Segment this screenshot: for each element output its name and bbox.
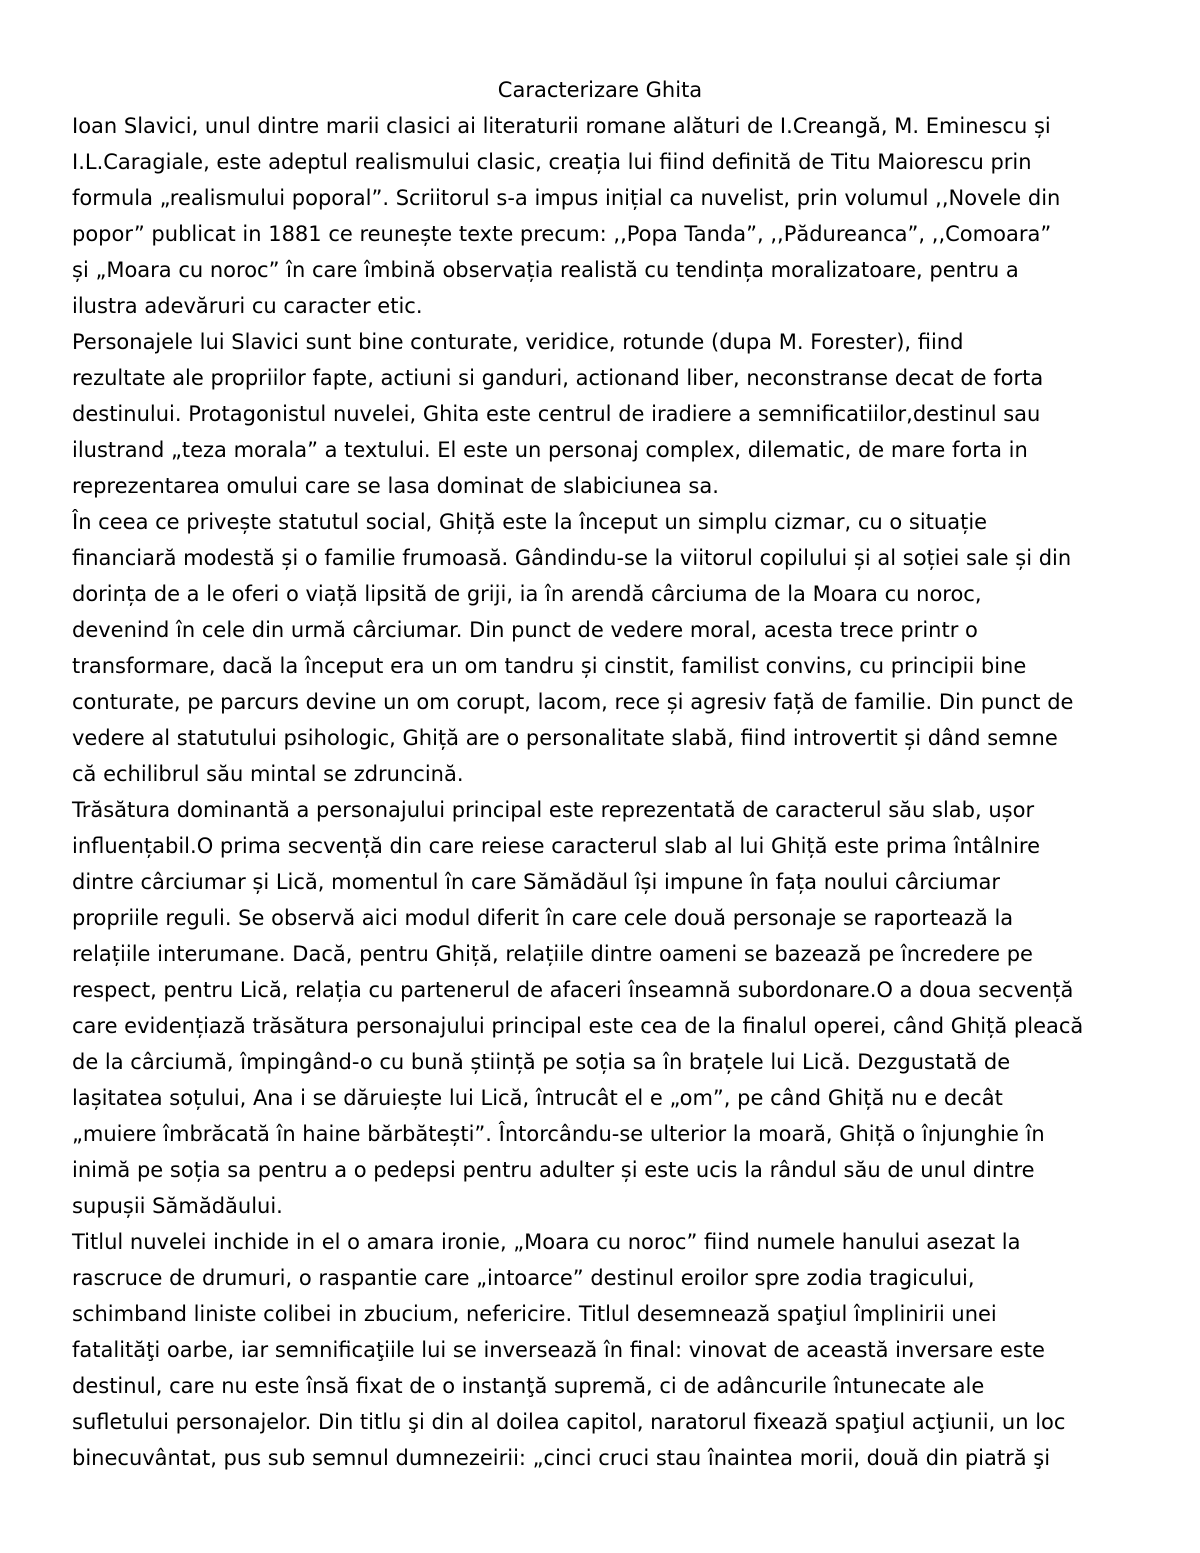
text-line: „muiere îmbrăcată în haine bărbătești”. Întorcându-se ulterior la moară, Ghiță o înjunghie în [72,1122,1045,1146]
text-line: propriile reguli. Se observă aici modul diferit în care cele două personaje se raportează la [72,906,1014,930]
text-line: Trăsătura dominantă a personajului principal este reprezentată de caracterul său slab, ușor [72,798,1035,822]
text-line: și „Moara cu noroc” în care îmbină observația realistă cu tendința moralizatoare, pentru a [72,258,1019,282]
text-line: schimband liniste colibei in zbucium, nefericire. Titlul desemnează spaţiul împlinirii unei [72,1302,997,1326]
text-line: că echilibrul său mintal se zdruncină. [72,762,464,786]
text-line: Ioan Slavici, unul dintre marii clasici ai literaturii romane alături de I.Creangă, M. Eminescu și [72,114,1051,138]
text-line: supușii Sămădăului. [72,1194,283,1218]
text-line: devenind în cele din urmă cârciumar. Din punct de vedere moral, acesta trece printr o [72,618,978,642]
text-line: Titlul nuvelei inchide in el o amara ironie, „Moara cu noroc” fiind numele hanului asezat la [72,1230,1021,1254]
text-line: destinului. Protagonistul nuvelei, Ghita este centrul de iradiere a semnificatiilor,destinul sau [72,402,1041,426]
text-line: I.L.Caragiale, este adeptul realismului clasic, creația lui fiind definită de Titu Maiorescu prin [72,150,1032,174]
text-line: de la cârciumă, împingând-o cu bună știință pe soția sa în brațele lui Lică. Dezgustată de [72,1050,1011,1074]
text-line: rascruce de drumuri, o raspantie care „intoarce” destinul eroilor spre zodia tragicului, [72,1266,975,1290]
text-line: În ceea ce privește statutul social, Ghiță este la început un simplu cizmar, cu o situație [72,510,988,534]
document-title: Caracterizare Ghita [497,78,703,102]
text-line: dorința de a le oferi o viață lipsită de griji, ia în arendă cârciuma de la Moara cu noroc, [72,582,982,606]
text-line: ilustra adevăruri cu caracter etic. [72,294,423,318]
text-line: inimă pe soția sa pentru a o pedepsi pentru adulter și este ucis la rândul său de unul dintre [72,1158,1035,1182]
text-line: vedere al statutului psihologic, Ghiță are o personalitate slabă, fiind introvertit și dând semne [72,726,1058,750]
text-line: fatalităţi oarbe, iar semnificaţiile lui se inversează în final: vinovat de această inversare este [72,1338,1045,1362]
text-line: financiară modestă și o familie frumoasă. Gândindu-se la viitorul copilului și al soției sale și din [72,546,1072,570]
text-line: rezultate ale propriilor fapte, actiuni si ganduri, actionand liber, neconstranse decat de forta [72,366,1044,390]
text-line: transformare, dacă la început era un om tandru și cinstit, familist convins, cu principii bine [72,654,1027,678]
text-line: formula „realismului poporal”. Scriitorul s-a impus inițial ca nuvelist, prin volumul ,,Novele din [72,186,1061,210]
text-line: sufletului personajelor. Din titlu şi din al doilea capitol, naratorul fixează spaţiul acţiunii, un loc [72,1410,1066,1434]
document-body [72,108,1132,1476]
text-line: popor” publicat in 1881 ce reunește texte precum: ,,Popa Tanda”, ,,Pădureanca”, ,,Comoara” [72,222,1052,246]
text-line: Personajele lui Slavici sunt bine conturate, veridice, rotunde (dupa M. Forester), fiind [72,330,964,354]
text-line: reprezentarea omului care se lasa dominat de slabiciunea sa. [72,474,719,498]
text-line: influențabil.O prima secvență din care reiese caracterul slab al lui Ghiță este prima întâlnire [72,834,1040,858]
text-line: dintre cârciumar și Lică, momentul în care Sămădăul își impune în fața noului cârciumar [72,870,1001,894]
text-line: care evidențiază trăsătura personajului principal este cea de la finalul operei, când Ghiță pleacă [72,1014,1084,1038]
text-line: binecuvântat, pus sub semnul dumnezeirii: „cinci cruci stau înaintea morii, două din piatră şi [72,1446,1051,1470]
text-line: conturate, pe parcurs devine un om corupt, lacom, rece și agresiv față de familie. Din punct de [72,690,1074,714]
text-line: destinul, care nu este însă fixat de o instanţă supremă, ci de adâncurile întunecate ale [72,1374,985,1398]
text-line: lașitatea soțului, Ana i se dăruiește lui Lică, întrucât el e „om”, pe când Ghiță nu e decât [72,1086,1003,1110]
text-line: relațiile interumane. Dacă, pentru Ghiță, relațiile dintre oameni se bazează pe încredere pe [72,942,1033,966]
text-line: ilustrand „teza morala” a textului. El este un personaj complex, dilematic, de mare forta in [72,438,1028,462]
text-line: respect, pentru Lică, relația cu partenerul de afaceri înseamnă subordonare.O a doua secvență [72,978,1074,1002]
